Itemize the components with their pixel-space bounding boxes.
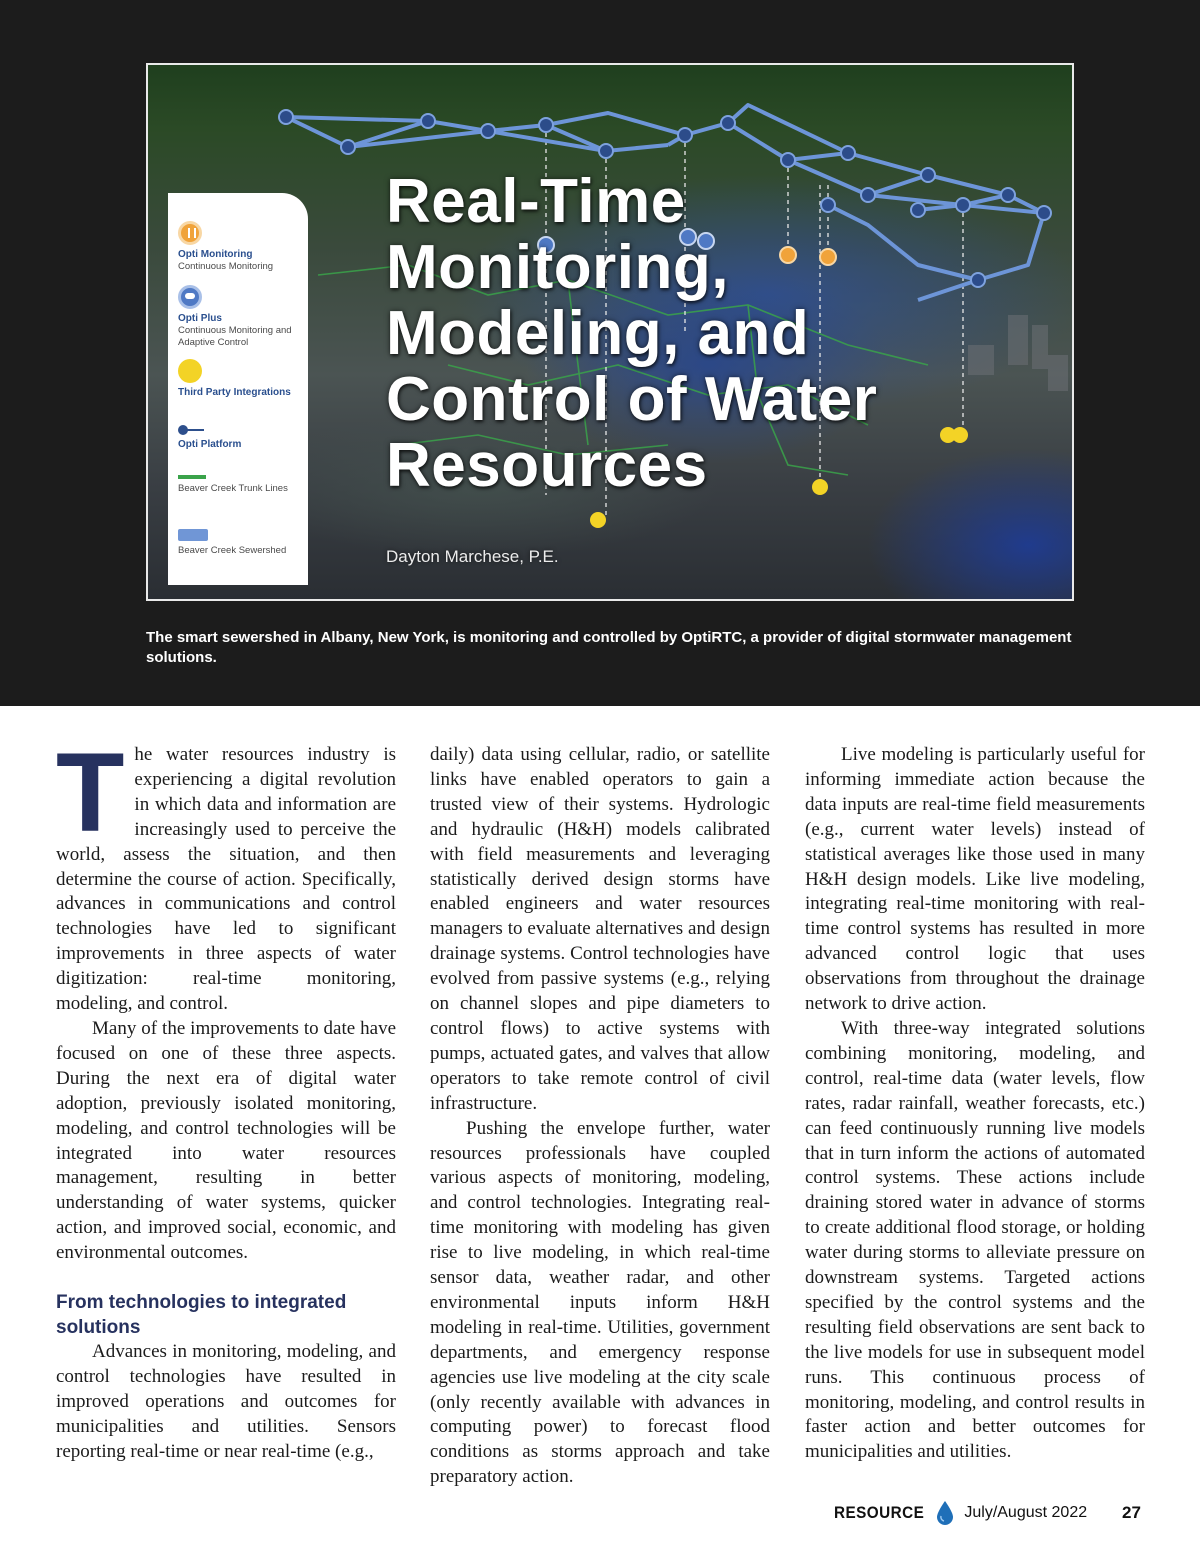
- map-legend: [168, 193, 308, 585]
- header-band: [0, 0, 1200, 706]
- legend-title: Opti Platform: [178, 439, 242, 450]
- paragraph: Advances in monitoring, modeling, and control technologies have resulted in improved operations and outcomes for municipalities and utilities. Sensors reporting real-time or near real-time (e.g.,: [56, 1341, 396, 1462]
- paragraph: Live modeling is particularly useful for informing immediate action because the data inputs are real-time field measurements (e.g., current water levels) instead of statistical averages like those used in many H&H design models. Like live modeling, integrating real-time monitoring with real-time control systems has resulted in more advanced control logic that uses observations from throughout the drainage network to drive action.: [805, 744, 1145, 1015]
- section-heading: From technologies to integrated solutions: [56, 1292, 347, 1339]
- third-party-icon: [178, 359, 202, 383]
- article-author: Dayton Marchese, P.E.: [386, 547, 559, 566]
- water-drop-icon: [936, 1500, 954, 1526]
- paragraph: he water resources industry is experiencing a digital revolution in which data and information are increasingly used to perceive the world, assess the situation, and then determine the course of action. Specifically, advances in communications and control technologies have led to significant improvements in three aspects of water digitization: real-time monitoring, modeling, and control.: [56, 744, 396, 1015]
- paragraph: Pushing the envelope further, water resources professionals have coupled various aspects of monitoring, modeling, and control technologies. Integrating real-time monitoring with modeling has given rise to live modeling, in which real-time sensor data, weather radar, and other environmental inputs inform H&H modeling in real-time. Utilities, government departments, and emergency response agencies use live modeling at the city scale (only recently available with advances in computing power) to forecast flood conditions as storms approach and take preparatory action.: [430, 1117, 770, 1488]
- sewershed-icon: [178, 529, 208, 541]
- publication-name: RESOURCE: [834, 1503, 925, 1522]
- legend-title: Opti Monitoring: [178, 249, 253, 260]
- legend-item-opti-platform: [178, 425, 303, 451]
- image-caption: The smart sewershed in Albany, New York, is monitoring and controlled by OptiRTC, a provider of digital stormwater management solutions.: [146, 629, 1072, 666]
- opti-plus-icon: [178, 285, 202, 309]
- legend-title: Beaver Creek Trunk Lines: [178, 483, 288, 494]
- opti-platform-icon: [178, 425, 206, 435]
- paragraph: Many of the improvements to date have focused on one of these three aspects. During the next era of digital water adoption, previously isolated monitoring, modeling, and control technologies will be integrated into water resources management, resulting in better understanding of water systems, quicker action, and improved social, economic, and environmental outcomes.: [56, 1017, 396, 1264]
- hero-image: [146, 63, 1074, 601]
- legend-item-opti-plus: [178, 285, 303, 349]
- page-number: 27: [1122, 1503, 1141, 1522]
- drop-cap: T: [56, 730, 125, 855]
- legend-item-trunk-lines: [178, 471, 303, 495]
- page-footer: [834, 1498, 1087, 1528]
- legend-subtitle: Continuous Monitoring: [178, 261, 274, 272]
- legend-subtitle: Continuous Monitoring and Adaptive Control: [178, 325, 292, 348]
- paragraph: daily) data using cellular, radio, or satellite links have enabled operators to gain a trusted view of their systems. Hydrologic and hydraulic (H&H) models calibrated with field measurements and leveraging statistically derived design storms have enabled engineers and water resources managers to evaluate alternatives and design drainage systems. Control technologies have evolved from passive systems (e.g., relying on channel slopes and pipe diameters to control flows) to active systems with pumps, actuated gates, and valves that allow operators to take remote control of civil infrastructure.: [430, 744, 770, 1114]
- legend-item-sewershed: [178, 529, 303, 557]
- article-column-3: [805, 743, 1145, 1465]
- legend-title: Opti Plus: [178, 313, 222, 324]
- article-column-2: [430, 743, 770, 1490]
- trunk-line-icon: [178, 475, 206, 479]
- legend-title: Third Party Integrations: [178, 387, 291, 398]
- article-title: Real-Time Monitoring, Modeling, and Control of Water Resources: [386, 167, 878, 500]
- legend-item-opti-monitoring: [178, 221, 303, 273]
- issue-date: July/August 2022: [964, 1504, 1088, 1521]
- legend-title: Beaver Creek Sewershed: [178, 545, 287, 556]
- legend-item-third-party: [178, 359, 303, 399]
- opti-monitoring-icon: [178, 221, 202, 245]
- paragraph: With three-way integrated solutions combining monitoring, modeling, and control, real-time data (water levels, flow rates, radar rainfall, weather forecasts, etc.) can feed continuously running live models that in turn inform the actions of automated control systems. These actions include draining stored water in advance of storms to create additional flood storage, or holding water during storms to alleviate pressure on downstream systems. Targeted actions specified by the control systems and the resulting field observations are sent back to the live models for use in subsequent model runs. This continuous process of monitoring, modeling, and control results in faster action and better outcomes for municipalities and utilities.: [805, 1017, 1145, 1463]
- article-column-1: [56, 730, 396, 1465]
